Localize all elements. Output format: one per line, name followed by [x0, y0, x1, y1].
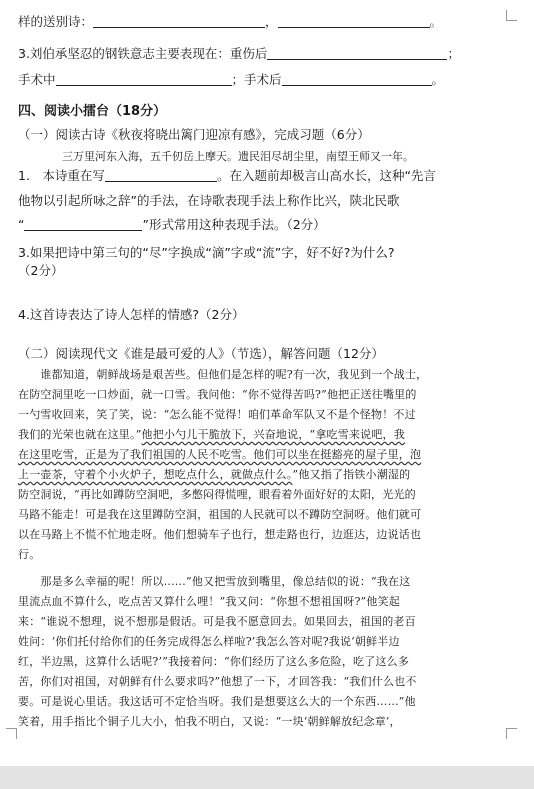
- wavy-underlined-text: 他把小勺儿干脆放下，兴奋地说，“拿吃雪来说吧，我: [141, 428, 405, 441]
- crop-mark-bottom-right: [506, 728, 517, 739]
- passage-line: 上一壶茶，守着个小火炉子，想吃点什么，就做点什么。”他又指了指铁小潮湿的: [18, 468, 411, 481]
- answer-blank[interactable]: [278, 15, 430, 28]
- question-3-liu-bocheng: 3.刘伯承坚忍的钢铁意志主要表现在：重伤后 ；: [18, 46, 460, 61]
- passage-line: 红，半边黑，这算什么话呢?’”我接着问：“你们经历了这么多危险，吃了这么多: [18, 655, 410, 668]
- passage-line: 行。: [18, 548, 41, 561]
- passage-line: 姓问：‘你们托付给你们的任务完成得怎么样啦?’我怎么答对呢?我说‘朝鲜半边: [18, 635, 400, 648]
- question-1-line1: 1. 本诗重在写 。在入题前却极言山高水长，这种“先言: [18, 168, 436, 183]
- question-1-line3: “ ”形式常用这种表现手法。（2分）: [18, 217, 326, 232]
- section-heading: 四、阅读小擂台（18分）: [18, 104, 167, 119]
- poem-text: 三万里河东入海，五千仞岳上摩天。遗民泪尽胡尘里，南望王师又一年。: [62, 150, 414, 163]
- question-1-line2: 他物以引起所咏之辞”的手法，在诗歌表现手法上称作比兴，陕北民歌: [18, 193, 400, 208]
- passage-line: [18, 448, 523, 462]
- answer-blank[interactable]: [24, 218, 142, 231]
- passage-line: 我们的光荣也就在这里。”他把小勺儿干脆放下，兴奋地说，“拿吃雪来说吧，我: [18, 428, 405, 441]
- passage-line: 要。可是说心里话。我这话可不定恰当呀。我们是想要这么大的一个东西……”他: [18, 695, 416, 708]
- farewell-poem-question: 样的送别诗： ， 。: [18, 14, 443, 29]
- wavy-underlined-text: 在这里吃雪，正是为了我们祖国的人民不吃雪。他们可以坐在挺豁亮的屋子里，泡: [18, 448, 422, 461]
- passage-line: 笑着，用手指比个铜子儿大小，怕我不明白，又说：“一块‘朝鲜解放纪念章’，: [18, 715, 401, 728]
- answer-blank[interactable]: [282, 73, 432, 86]
- passage-line: 在防空洞里吃一口炒面，就一口雪。我问他：“你不觉得苦吗?”他把正送往嘴里的: [18, 388, 417, 401]
- question-3-line2: 手术中 ；手术后 。: [18, 72, 445, 87]
- passage-line: 以在马路上不慌不忙地走呀。他们想骑车子也行，想走路也行，边逛达，边说话也: [18, 528, 422, 541]
- passage-line: 苦，你们对祖国，对朝鲜有什么要求吗?”他想了一下，才回答我：“我们什么也不: [18, 675, 417, 688]
- passage-line: 防空洞说，“再比如蹲防空洞吧，多憋闷得慌哩，眼看着外面好好的太阳，光光的: [18, 488, 416, 501]
- wavy-underlined-text: 上一壶茶，守着个小火炉子，想吃点什么，就做点什么。: [18, 468, 293, 481]
- part2-title: （二）阅读现代文《谁是最可爱的人》（节选），解答问题（12分）: [18, 346, 384, 361]
- passage-line: 里流点血不算什么，吃点苦又算什么哩！”我又问：“你想不想祖国呀?”他笑起: [18, 595, 400, 608]
- passage-line: 来：“谁说不想理，说不想那是假话。可是我不愿意回去。如果回去，祖国的老百: [18, 615, 416, 628]
- question-3-score: （2分）: [18, 263, 64, 278]
- part1-title: （一）阅读古诗《秋夜将晓出篱门迎凉有感》，完成习题（6分）: [18, 127, 370, 142]
- passage-line: 谁都知道，朝鲜战场是艰苦些。但他们是怎样的呢?有一次，我见到一个战士，: [18, 368, 428, 381]
- passage-line: 马路不能走！可是我在这里蹲防空洞，祖国的人民就可以不蹲防空洞呀。他们就可: [18, 508, 422, 521]
- passage-line: 那是多么幸福的呢！所以……”他又把雪放到嘴里，像总结似的说：“我在这: [18, 575, 411, 588]
- answer-blank[interactable]: [93, 15, 265, 28]
- answer-blank[interactable]: [56, 73, 232, 86]
- crop-mark-bottom-left: [6, 728, 17, 739]
- passage-line: 一勺雪收回来，笑了笑，说：“怎么能不觉得！咱们革命军队又不是个怪物！不过: [18, 408, 416, 421]
- answer-blank[interactable]: [267, 47, 447, 60]
- page-gap: [0, 766, 534, 789]
- question-3-line1: 3.如果把诗中第三句的“尽”字换成“滴”字或“流”字，好不好?为什么?: [18, 245, 395, 260]
- answer-blank[interactable]: [105, 169, 217, 182]
- question-4: 4.这首诗表达了诗人怎样的情感?（2分）: [18, 307, 245, 322]
